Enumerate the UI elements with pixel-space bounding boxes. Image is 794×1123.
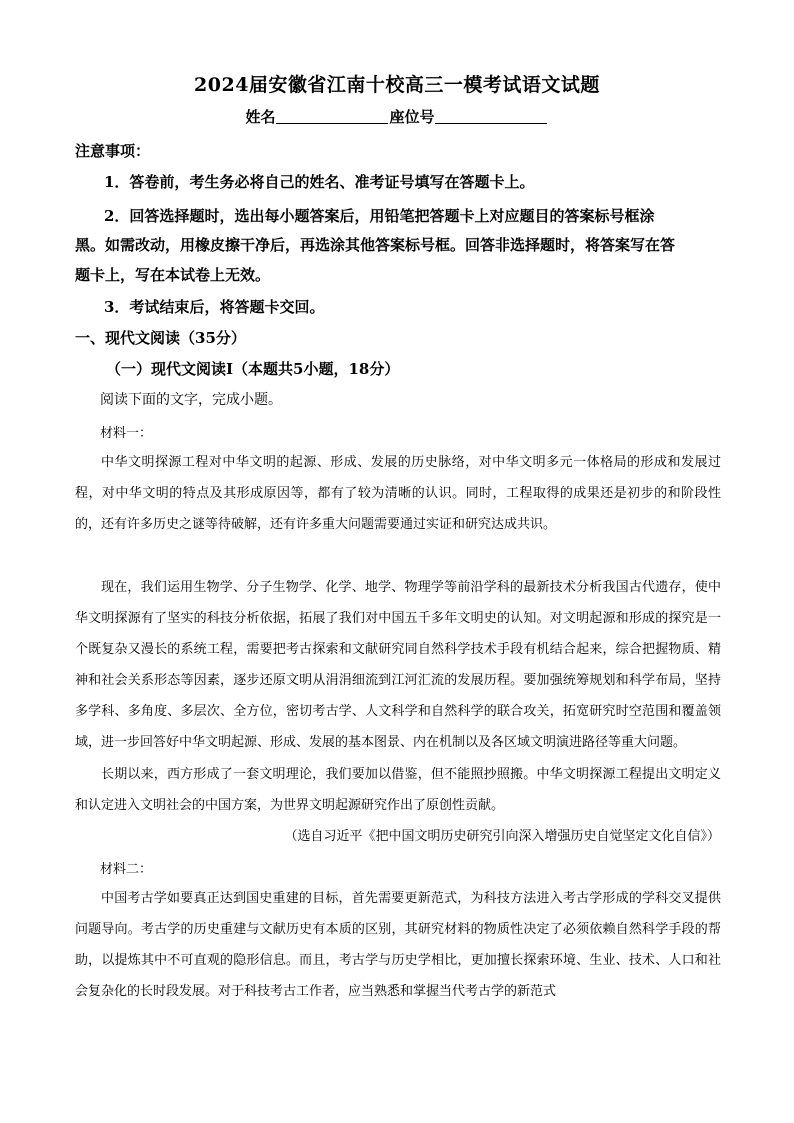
- material-1-source: （选自习近平《把中国文明历史研究引向深入增强历史自觉坚定文化自信》）: [284, 829, 720, 844]
- subsection-heading: （一）现代文阅读Ⅰ（本题共5小题，18分）: [106, 360, 400, 378]
- name-blank: [276, 109, 388, 124]
- notice-item-2-line-2: 黑。如需改动，用橡皮擦干净后，再选涂其他答案标号框。回答非选择题时，将答案写在答: [75, 236, 676, 254]
- seat-blank: [435, 109, 547, 124]
- material-1-paragraph-2: 现在，我们运用生物学、分子生物学、化学、地学、物理学等前沿学科的最新技术分析我国古代遗存，使中华文明探源有了坚实的科技分析依据，拓展了我们对中国五千多年文明史的认知。对文明起源和形成的探究是一个既复杂又漫长的系统工程，需要把考古探索和文献研究同自然科学技术手段有机结合起来，综合把握物质、精神和社会关系形态等因素，逐步还原文明从涓涓细流到江河汇流的发展历程。要加强统筹规划和科学布局，坚持多学科、多角度、多层次、全方位，密切考古学、人文科学和自然科学的联合攻关，拓宽研究时空范围和覆盖领域，进一步回答好中华文明起源、形成、发展的基本图景、内在机制以及各区域文明演进路径等重大问题。: [75, 580, 721, 750]
- name-seat-line: [0, 106, 794, 127]
- material-2-label: 材料二：: [100, 862, 153, 877]
- notice-item-2-line-1: 2．回答选择题时，选出每小题答案后，用铅笔把答题卡上对应题目的答案标号框涂: [104, 207, 655, 225]
- reading-instruction: 阅读下面的文字，完成小题。: [100, 392, 282, 408]
- notice-item-2-line-3: 题卡上，写在本试卷上无效。: [75, 266, 271, 284]
- material-1-paragraph-1: 中华文明探源工程对中华文明的起源、形成、发展的历史脉络，对中华文明多元一体格局的形成和发展过程，对中华文明的特点及其形成原因等，都有了较为清晰的认识。同时，工程取得的成果还是初步的和阶段性的，还有许多历史之谜等待破解，还有许多重大问题需要通过实证和研究达成共识。: [75, 455, 721, 532]
- material-2-paragraph-1: 中国考古学如要真正达到国史重建的目标，首先需要更新范式，为科技方法进入考古学形成的学科交叉提供问题导向。考古学的历史重建与文献历史有本质的区别，其研究材料的物质性决定了必须依赖自然科学手段的帮助，以提炼其中不可直观的隐形信息。而且，考古学与历史学相比，更加擅长探索环境、生业、技术、人口和社会复杂化的长时段发展。对于科技考古工作者，应当熟悉和掌握当代考古学的新范式: [75, 891, 721, 999]
- exam-title: 2024届安徽省江南十校高三一模考试语文试题: [194, 74, 600, 96]
- seat-label: 座位号: [389, 108, 435, 126]
- notice-item-3: 3．考试结束后，将答题卡交回。: [104, 298, 325, 316]
- name-label: 姓名: [245, 108, 276, 126]
- notice-heading: 注意事项：: [75, 142, 151, 160]
- section-heading: 一、现代文阅读（35分）: [75, 329, 246, 347]
- notice-item-1: 1．答卷前，考生务必将自己的姓名、准考证号填写在答题卡上。: [104, 173, 535, 191]
- material-1-label: 材料一：: [100, 426, 153, 441]
- material-1-paragraph-3: 长期以来，西方形成了一套文明理论，我们要加以借鉴，但不能照抄照搬。中华文明探源工程提出文明定义和认定进入文明社会的中国方案，为世界文明起源研究作出了原创性贡献。: [75, 767, 721, 813]
